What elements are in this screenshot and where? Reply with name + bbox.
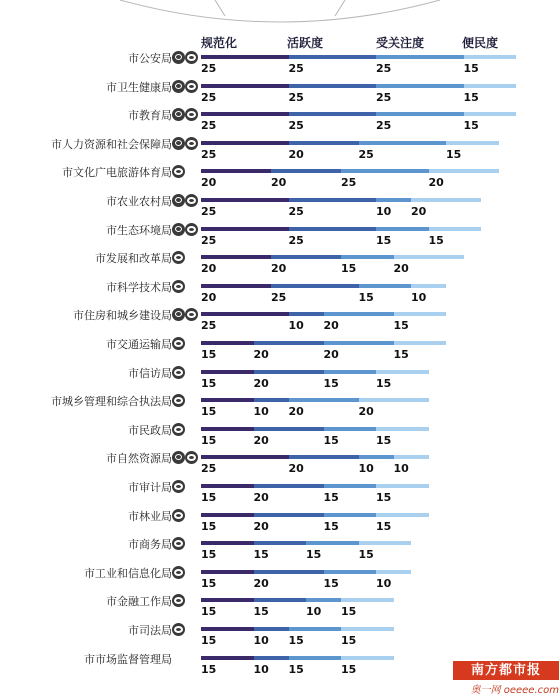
- data-label: 15: [306, 548, 322, 562]
- data-label: 15: [201, 548, 217, 562]
- bar-segment: [201, 484, 254, 488]
- bar-segment: [289, 227, 377, 231]
- row-label: 市交通运输局: [106, 338, 172, 351]
- bar-segment: [201, 255, 271, 259]
- row-label: 市林业局: [128, 509, 172, 523]
- data-label: 15: [201, 576, 217, 590]
- bar-segment: [376, 370, 429, 374]
- wechat-icon: [172, 337, 185, 350]
- data-label: 15: [376, 433, 392, 447]
- data-label: 25: [201, 90, 217, 104]
- bar-segment: [254, 598, 307, 602]
- wechat-icon: [185, 108, 198, 121]
- data-label: 10: [376, 576, 392, 590]
- data-label: 20: [253, 491, 269, 504]
- row-label: 市工业和信息化局: [84, 566, 172, 580]
- bar-segment: [324, 370, 377, 374]
- data-label: 15: [376, 376, 392, 390]
- bar-segment: [201, 312, 289, 316]
- row-label: 市教育局: [128, 109, 172, 123]
- data-label: 15: [201, 491, 217, 504]
- bar-segment: [376, 84, 464, 88]
- data-label: 25: [341, 176, 357, 190]
- data-label: 10: [411, 290, 427, 304]
- wechat-icon: [172, 394, 185, 407]
- data-label: 10: [253, 634, 269, 647]
- bar-segment: [289, 398, 359, 402]
- data-label: 20: [411, 205, 427, 218]
- row-label: 市商务局: [128, 538, 172, 552]
- data-label: 15: [358, 290, 374, 304]
- data-label: 20: [253, 576, 269, 590]
- data-label: 25: [201, 205, 217, 218]
- row-label: 市自然资源局: [106, 452, 172, 466]
- data-label: 25: [201, 62, 217, 75]
- data-label: 10: [253, 405, 269, 419]
- bar-segment: [254, 656, 289, 660]
- bar-segment: [306, 598, 341, 602]
- bar-segment: [376, 484, 429, 488]
- row-label: 市司法局: [128, 624, 172, 637]
- bar-segment: [201, 169, 271, 173]
- wechat-icon: [172, 165, 185, 178]
- data-label: 15: [201, 662, 217, 676]
- bar-segment: [324, 513, 377, 517]
- bar-segment: [289, 656, 342, 660]
- data-label: 15: [341, 262, 357, 276]
- row-label: 市民政局: [128, 423, 172, 437]
- bar-segment: [394, 255, 464, 259]
- bar-segment: [271, 169, 341, 173]
- row-label: 市市场监督管理局: [84, 652, 172, 666]
- bar-segment: [289, 627, 342, 631]
- data-label: 10: [306, 605, 322, 619]
- data-label: 15: [463, 119, 479, 133]
- data-label: 15: [201, 348, 217, 361]
- data-label: 15: [376, 233, 392, 247]
- bar-segment: [271, 284, 359, 288]
- data-label: 15: [341, 634, 357, 647]
- bar-segment: [201, 656, 254, 660]
- bar-segment: [324, 484, 377, 488]
- wechat-icon: [172, 594, 185, 607]
- bar-segment: [201, 198, 289, 202]
- series-header-2: 活跃度: [287, 36, 324, 50]
- data-label: 15: [463, 90, 479, 104]
- weibo-icon: [172, 194, 185, 207]
- bar-segment: [201, 455, 289, 459]
- data-label: 20: [201, 262, 217, 276]
- bar-segment: [201, 427, 254, 431]
- data-label: 20: [201, 290, 217, 304]
- bar-segment: [359, 284, 412, 288]
- bar-segment: [201, 598, 254, 602]
- data-label: 15: [323, 491, 339, 504]
- row-label: 市住房和城乡建设局: [73, 309, 172, 323]
- weibo-icon: [172, 108, 185, 121]
- bar-segment: [359, 455, 394, 459]
- row-label: 市城乡管理和综合执法局: [51, 395, 172, 409]
- data-label: 15: [201, 634, 217, 647]
- data-label: 15: [323, 576, 339, 590]
- weibo-icon: [172, 80, 185, 93]
- data-label: 20: [428, 176, 444, 190]
- wechat-icon: [172, 366, 185, 379]
- website-watermark: 奥一网 oeeee.com: [470, 685, 559, 696]
- bar-segment: [201, 570, 254, 574]
- data-label: 20: [393, 262, 409, 276]
- bar-segment: [324, 427, 377, 431]
- bar-segment: [376, 227, 429, 231]
- decorative-arc: [0, 0, 560, 30]
- weibo-icon: [172, 51, 185, 64]
- wechat-icon: [172, 509, 185, 522]
- data-label: 20: [253, 348, 269, 361]
- bar-segment: [289, 112, 377, 116]
- data-label: 20: [271, 262, 287, 276]
- bar-segment: [289, 84, 377, 88]
- bar-segment: [254, 370, 324, 374]
- bar-segment: [289, 312, 324, 316]
- bar-segment: [271, 255, 341, 259]
- data-label: 15: [463, 62, 479, 75]
- bar-segment: [376, 513, 429, 517]
- data-label: 20: [288, 462, 304, 476]
- data-label: 15: [288, 662, 304, 676]
- bar-segment: [464, 112, 517, 116]
- data-label: 15: [201, 519, 217, 533]
- data-label: 15: [376, 519, 392, 533]
- data-label: 25: [201, 319, 217, 333]
- bar-segment: [201, 341, 254, 345]
- bar-segment: [464, 55, 517, 59]
- bar-segment: [359, 541, 412, 545]
- row-label: 市金融工作局: [106, 595, 172, 609]
- data-label: 20: [358, 405, 374, 419]
- data-label: 15: [393, 348, 409, 361]
- wechat-icon: [172, 423, 185, 436]
- bar-segment: [376, 198, 411, 202]
- bar-segment: [411, 284, 446, 288]
- data-label: 20: [201, 176, 217, 190]
- row-label: 市发展和改革局: [95, 252, 172, 266]
- row-label: 市卫生健康局: [106, 80, 172, 94]
- data-label: 15: [323, 519, 339, 533]
- bar-segment: [289, 455, 359, 459]
- data-label: 15: [253, 605, 269, 619]
- data-label: 25: [288, 233, 304, 247]
- wechat-icon: [172, 480, 185, 493]
- data-label: 20: [253, 376, 269, 390]
- wechat-icon: [185, 80, 198, 93]
- data-label: 15: [253, 548, 269, 562]
- weibo-icon: [172, 451, 185, 464]
- data-label: 25: [376, 62, 392, 75]
- bar-segment: [201, 398, 254, 402]
- data-label: 15: [341, 662, 357, 676]
- data-label: 25: [271, 290, 287, 304]
- bar-segment: [201, 513, 254, 517]
- bar-segment: [289, 141, 359, 145]
- data-label: 20: [323, 348, 339, 361]
- bar-segment: [464, 84, 517, 88]
- data-label: 25: [288, 90, 304, 104]
- series-header-3: 受关注度: [376, 36, 425, 50]
- series-header-1: 规范化: [201, 36, 238, 50]
- row-label: 市农业农村局: [106, 195, 172, 208]
- data-label: 15: [428, 233, 444, 247]
- data-label: 20: [253, 433, 269, 447]
- bar-segment: [341, 255, 394, 259]
- bar-segment: [359, 141, 447, 145]
- bar-segment: [201, 284, 271, 288]
- wechat-icon: [185, 51, 198, 64]
- bar-segment: [359, 398, 429, 402]
- data-label: 15: [288, 634, 304, 647]
- data-label: 10: [288, 319, 304, 333]
- data-label: 15: [358, 548, 374, 562]
- bar-segment: [201, 84, 289, 88]
- bar-segment: [201, 370, 254, 374]
- wechat-icon: [185, 137, 198, 150]
- bar-segment: [341, 627, 394, 631]
- data-label: 25: [201, 462, 217, 476]
- data-label: 10: [253, 662, 269, 676]
- bar-segment: [376, 427, 429, 431]
- weibo-icon: [172, 308, 185, 321]
- row-label: 市人力资源和社会保障局: [51, 137, 172, 151]
- bar-segment: [201, 55, 289, 59]
- bar-segment: [254, 398, 289, 402]
- bar-segment: [306, 541, 359, 545]
- wechat-icon: [172, 280, 185, 293]
- bar-segment: [324, 312, 394, 316]
- wechat-icon: [172, 251, 185, 264]
- bar-segment: [341, 598, 394, 602]
- data-label: 15: [323, 433, 339, 447]
- bar-segment: [394, 312, 447, 316]
- row-label: 市公安局: [128, 52, 172, 65]
- bar-segment: [289, 55, 377, 59]
- wechat-icon: [185, 308, 198, 321]
- data-label: 15: [446, 147, 462, 161]
- data-label: 10: [376, 205, 392, 218]
- data-label: 25: [288, 205, 304, 218]
- row-label: 市信访局: [128, 366, 172, 380]
- data-label: 25: [201, 233, 217, 247]
- data-label: 15: [393, 319, 409, 333]
- data-label: 15: [201, 605, 217, 619]
- newspaper-logo: 南方都市报: [453, 661, 559, 680]
- data-label: 20: [288, 147, 304, 161]
- bar-segment: [254, 513, 324, 517]
- data-label: 15: [201, 433, 217, 447]
- data-label: 20: [253, 519, 269, 533]
- data-label: 25: [358, 147, 374, 161]
- bar-segment: [289, 198, 377, 202]
- data-label: 15: [341, 605, 357, 619]
- data-label: 20: [271, 176, 287, 190]
- data-label: 15: [201, 376, 217, 390]
- bar-segment: [254, 484, 324, 488]
- data-label: 10: [393, 462, 409, 476]
- row-label: 市审计局: [128, 481, 172, 494]
- wechat-icon: [185, 194, 198, 207]
- data-label: 10: [358, 462, 374, 476]
- bar-segment: [201, 141, 289, 145]
- bar-segment: [254, 570, 324, 574]
- bar-segment: [429, 169, 499, 173]
- bar-segment: [324, 341, 394, 345]
- row-label: 市生态环境局: [106, 223, 172, 237]
- data-label: 20: [288, 405, 304, 419]
- bar-segment: [201, 112, 289, 116]
- bar-segment: [324, 570, 377, 574]
- data-label: 15: [323, 376, 339, 390]
- bar-segment: [394, 455, 429, 459]
- data-label: 25: [288, 62, 304, 75]
- bar-segment: [376, 112, 464, 116]
- bar-segment: [341, 169, 429, 173]
- data-label: 25: [288, 119, 304, 133]
- data-label: 20: [323, 319, 339, 333]
- bar-segment: [429, 227, 482, 231]
- bar-segment: [411, 198, 481, 202]
- row-label: 市文化广电旅游体育局: [62, 166, 172, 180]
- data-label: 25: [201, 119, 217, 133]
- bar-segment: [254, 341, 324, 345]
- bar-segment: [376, 570, 411, 574]
- data-label: 15: [376, 491, 392, 504]
- bar-segment: [254, 541, 307, 545]
- data-label: 25: [376, 119, 392, 133]
- wechat-icon: [185, 223, 198, 236]
- wechat-icon: [172, 623, 185, 636]
- bar-segment: [254, 627, 289, 631]
- series-header-4: 便民度: [462, 36, 499, 50]
- bar-segment: [376, 55, 464, 59]
- bar-segment: [446, 141, 499, 145]
- bar-segment: [254, 427, 324, 431]
- weibo-icon: [172, 223, 185, 236]
- bar-segment: [341, 656, 394, 660]
- wechat-icon: [172, 537, 185, 550]
- bar-segment: [201, 627, 254, 631]
- bar-segment: [201, 227, 289, 231]
- row-label: 市科学技术局: [106, 280, 172, 294]
- weibo-icon: [172, 137, 185, 150]
- bar-segment: [394, 341, 447, 345]
- data-label: 25: [376, 90, 392, 104]
- data-label: 25: [201, 147, 217, 161]
- wechat-icon: [172, 566, 185, 579]
- bar-segment: [201, 541, 254, 545]
- wechat-icon: [185, 451, 198, 464]
- data-label: 15: [201, 405, 217, 419]
